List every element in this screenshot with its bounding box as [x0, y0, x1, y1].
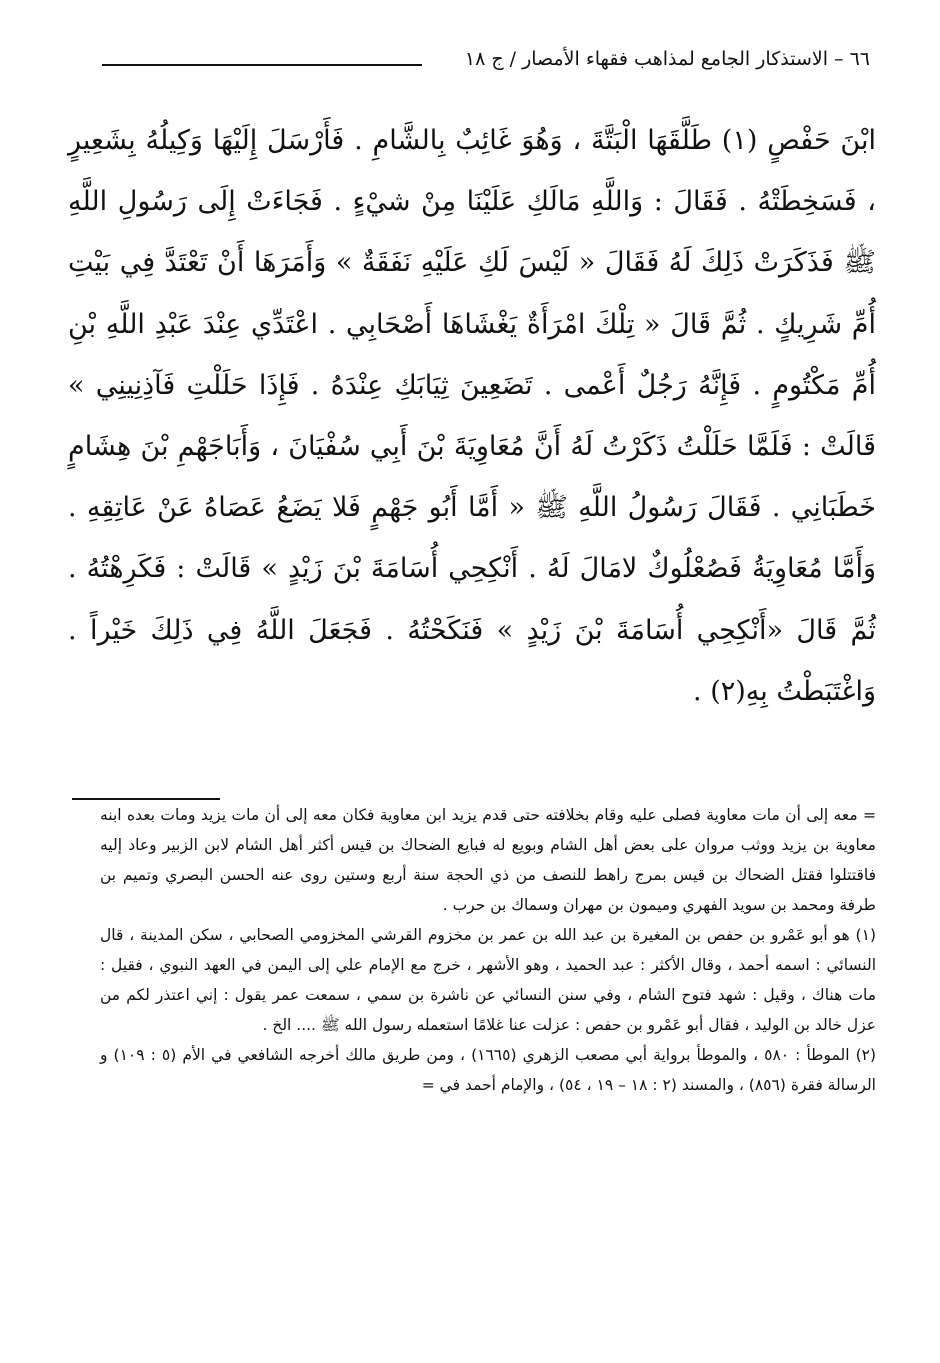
running-header: ٦٦ – الاستذكار الجامع لمذاهب فقهاء الأمصار / ج ١٨ — [464, 48, 870, 70]
main-text-block — [68, 110, 876, 722]
footnote-continuation: = معه إلى أن مات معاوية فصلى عليه وقام بخلافته حتى قدم يزيد ابن معاوية فكان معه إلى أن مات يزيد ومات بعده ابنه معاوية بن يزيد ووثب مروان على بعض أهل الشام وبويع له فبايع الضحاك بن قيس أكثر أهل الشام لابن الزبير وعاد إليه فاقتتلوا فقتل الضحاك بن قيس بمرج راهط للنصف من ذي الحجة سنة أربع وستين روى عنه الحسن البصري وتميم بن طرفة ومحمد بن سويد الفهري وميمون بن مهران وسماك بن حرب . — [100, 806, 876, 914]
header-rule — [102, 64, 422, 66]
footnote-2: (٢) الموطأ : ٥٨٠ ، والموطأ برواية أبي مصعب الزهري (١٦٦٥) ، ومن طريق مالك أخرجه الشافعي في الأم (٥ : ١٠٩) و الرسالة فقرة (٨٥٦) ، والمسند (٢ : ١٨ – ١٩ ، ٥٤) ، والإمام أحمد في = — [100, 1046, 877, 1094]
page-header — [102, 44, 870, 76]
footnotes-section — [100, 800, 876, 1100]
main-paragraph: ابْنَ حَفْصٍ (١) طَلَّقَهَا الْبَتَّةَ ، وَهُوَ غَائِبٌ بِالشَّامِ . فَأَرْسَلَ إِلَيْهَا وَكِيلُهُ بِشَعِيرٍ ، فَسَخِطَتْهُ . فَقَالَ : وَاللَّهِ مَالَكِ عَلَيْنَا مِنْ شيْءٍ . فَجَاءَتْ إِلَى رَسُولِ اللَّهِ ﷺ فَذَكَرَتْ ذَلِكَ لَهُ فَقَالَ « لَيْسَ لَكِ عَلَيْهِ نَفَقَةٌ » وَأَمَرَهَا أَنْ تَعْتَدَّ فِي بَيْتِ أُمِّ شَرِيكٍ . ثُمَّ قَالَ « تِلْكَ امْرَأَةٌ يَغْشَاهَا أَصْحَابِي . اعْتَدِّي عِنْدَ عَبْدِ اللَّهِ بْنِ أُمِّ مَكْتُومٍ . فَإِنَّهُ رَجُلٌ أَعْمى . تَضَعِينَ ثِيَابَكِ عِنْدَهُ . فَإِذَا حَلَلْتِ فَآذِنِينِي » قَالَتْ : فَلَمَّا حَلَلْتُ ذَكَرْتُ لَهُ أَنَّ مُعَاوِيَةَ بْنَ أَبِي سُفْيَانَ ، وَأَبَاجَهْمِ بْنَ هِشَامٍ خَطَبَانِي . فَقَالَ رَسُولُ اللَّهِ ﷺ « أَمَّا أَبُو جَهْمٍ فَلا يَضَعُ عَصَاهُ عَنْ عَاتِقِهِ . وَأَمَّا مُعَاوِيَةُ فَصُعْلُوكٌ لامَالَ لَهُ . أَنْكِحِي أُسَامَةَ بْنَ زَيْدٍ » قَالَتْ : فَكَرِهْتُهُ . ثُمَّ قَالَ «أَنْكِحِي أُسَامَةَ بْنَ زَيْدٍ » فَنَكَحْتُهُ . فَجَعَلَ اللَّهُ فِي ذَلِكَ خَيْراً . وَاغْتَبَطْتُ بِهِ(٢) . — [68, 125, 876, 707]
footnote-1: (١) هو أبو عَمْرو بن حفص بن المغيرة بن عبد الله بن عمر بن مخزوم القرشي المخزومي الصحابي ، سكن المدينة ، قال النسائي : اسمه أحمد ، وقال الأكثر : عبد الحميد ، وهو الأشهر ، خرج مع الإمام علي إلى اليمن في العهد النبوي ، فقيل : مات هناك ، وقيل : شهد فتوح الشام ، وفي سنن النسائي عن ناشرة بن سمي ، سمعت عمر يقول : إني اعتذر لكم من عزل خالد بن الوليد ، فقال أبو عَمْرو بن حفص : عزلت عنا غلامًا استعمله رسول الله ﷺ .... الخ . — [100, 926, 876, 1034]
